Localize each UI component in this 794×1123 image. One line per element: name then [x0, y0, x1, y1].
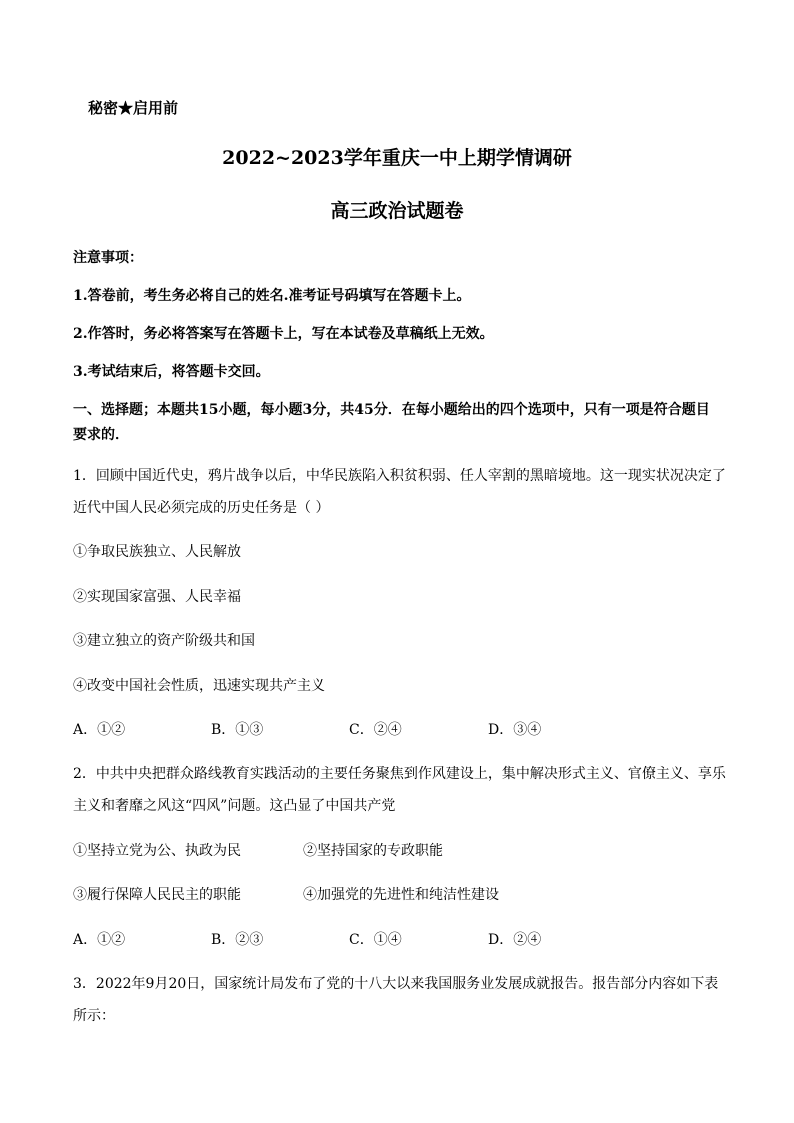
question-2-stem-line2: 主义和奢靡之风这“四风”问题。这凸显了中国共产党	[73, 798, 396, 814]
question-2-choice-d[interactable]: D．②④	[488, 932, 542, 948]
question-1-stem-line2: 近代中国人民必须完成的历史任务是（ ）	[73, 500, 330, 516]
exam-title: 2022~2023学年重庆一中上期学情调研	[222, 147, 572, 169]
secret-label: 秘密★启用前	[88, 99, 179, 117]
question-1-stem-line1: 1．回顾中国近代史，鸦片战争以后，中华民族陷入积贫积弱、任人宰割的黑暗境地。这一现实状况决定了	[73, 468, 726, 484]
question-1-choice-d[interactable]: D．③④	[488, 722, 542, 738]
notice-item: 1.答卷前，考生务必将自己的姓名.准考证号码填写在答题卡上。	[73, 288, 471, 304]
question-1-choice-b[interactable]: B．①③	[211, 722, 264, 738]
question-1-statement: ②实现国家富强、人民幸福	[73, 589, 241, 605]
question-2-statement: ②坚持国家的专政职能	[303, 843, 443, 859]
question-1-choice-c[interactable]: C．②④	[349, 722, 402, 738]
question-3-stem-line1: 3．2022年9月20日，国家统计局发布了党的十八大以来我国服务业发展成就报告。报告部分内容如下表	[73, 976, 719, 992]
question-2-choice-a[interactable]: A．①②	[73, 932, 126, 948]
question-2-statement: ③履行保障人民民主的职能	[73, 887, 241, 903]
question-2-choice-c[interactable]: C．①④	[349, 932, 402, 948]
question-2-statement: ①坚持立党为公、执政为民	[73, 843, 241, 859]
notice-heading: 注意事项：	[73, 250, 143, 266]
question-2-choice-b[interactable]: B．②③	[211, 932, 264, 948]
question-1-statement: ③建立独立的资产阶级共和国	[73, 633, 255, 649]
question-2-stem-line1: 2．中共中央把群众路线教育实践活动的主要任务聚焦到作风建设上，集中解决形式主义、官僚主义、享乐	[73, 766, 726, 782]
notice-item: 2.作答时，务必将答案写在答题卡上，写在本试卷及草稿纸上无效。	[73, 326, 494, 342]
question-3-stem-line2: 所示：	[73, 1008, 115, 1024]
question-1-statement: ④改变中国社会性质，迅速实现共产主义	[73, 678, 325, 694]
section-heading-line2: 要求的．	[73, 427, 129, 443]
notice-item: 3.考试结束后，将答题卡交回。	[73, 364, 270, 380]
question-2-statement: ④加强党的先进性和纯洁性建设	[303, 887, 499, 903]
exam-subtitle: 高三政治试题卷	[330, 200, 464, 222]
section-heading-line1: 一、选择题；本题共15小题，每小题3分，共45分．在每小题给出的四个选项中，只有一项是符合题目	[73, 402, 710, 418]
question-1-choice-a[interactable]: A．①②	[73, 722, 126, 738]
question-1-statement: ①争取民族独立、人民解放	[73, 544, 241, 560]
